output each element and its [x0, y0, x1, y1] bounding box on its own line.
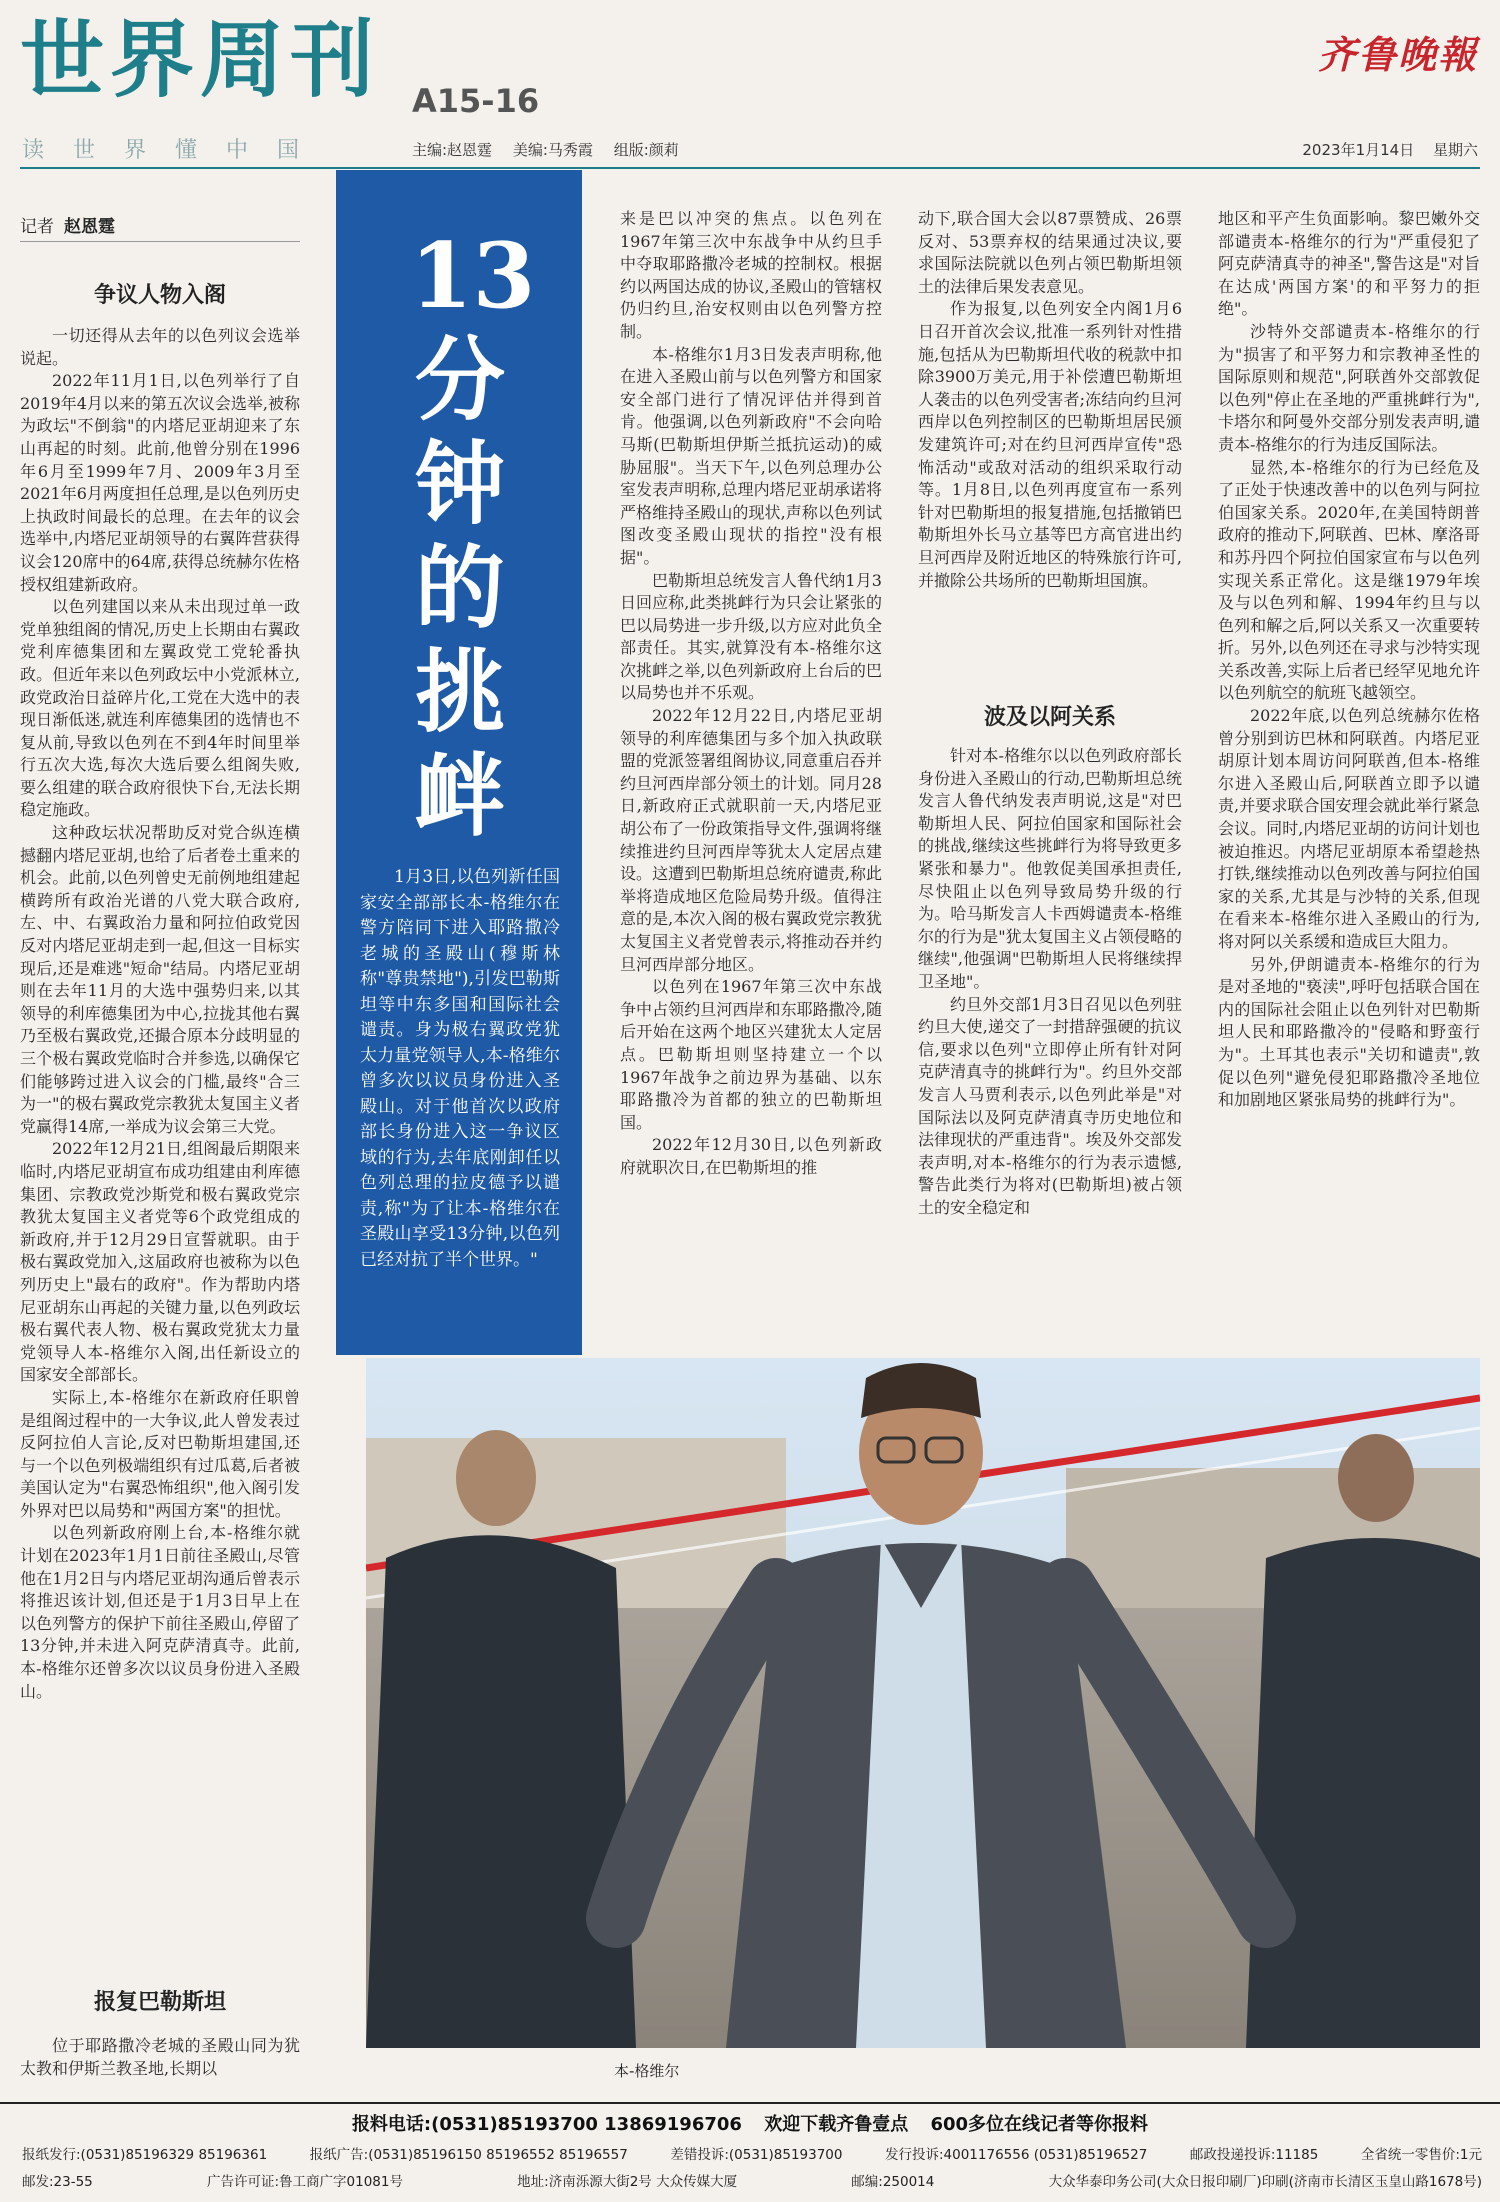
article-column-4-top	[918, 208, 1182, 592]
paragraph: 实际上,本-格维尔在新政府任职曾是组阁过程中的一大争议,此人曾发表过反阿拉伯人言论,反对巴勒斯坦建国,还与一个以色列极端组织有过瓜葛,后者被美国认定为"右翼恐怖组织",他入阁引发外界对巴以局势和"两国方案"的担忧。	[20, 1387, 300, 1520]
article-column-1-tail	[20, 2035, 300, 2080]
paragraph: 2022年12月30日,以色列新政府就职次日,在巴勒斯坦的推	[620, 1135, 882, 1177]
byline	[20, 212, 300, 242]
newspaper-logo: 齐鲁晚報	[1317, 32, 1478, 77]
paragraph: 以色列新政府刚上台,本-格维尔就计划在2023年1月1日前往圣殿山,尽管他在1月2日与内塔尼亚胡沟通后曾表示将推迟该计划,但还是于1月3日早上在以色列警方的保护下前往圣殿山,停留了13分钟,并未进入阿克萨清真寺。此前,本-格维尔还曾多次以议员身份进入圣殿山。	[20, 1523, 300, 1701]
article-column-4-bottom	[918, 745, 1182, 1219]
lead-paragraph: 1月3日,以色列新任国家安全部部长本-格维尔在警方陪同下进入耶路撒冷老城的圣殿山(穆斯林称"尊贵禁地"),引发巴勒斯坦等中东多国和国际社会谴责。身为极右翼政党犹太力量党领导人,本-格维尔曾多次以议员身份进入圣殿山。对于他首次以政府部长身份进入这一争议区域的行为,去年底刚卸任以色列总理的拉皮德予以谴责,称"为了让本-格维尔在圣殿山享受13分钟,以色列已经对抗了半个世界。"	[360, 867, 560, 1270]
editor-credit: 主编:赵恩霆	[412, 141, 493, 159]
section-heading-1: 争议人物入阁	[93, 282, 226, 308]
section-heading-2: 报复巴勒斯坦	[93, 1989, 226, 2015]
news-photo-illustration	[366, 1358, 1480, 2048]
page-code: A15-16	[412, 82, 540, 120]
paragraph: 2022年12月22日,内塔尼亚胡领导的利库德集团与多个加入执政联盟的党派签署组阁协议,同意重启吞并约旦河西岸部分领土的计划。同月28日,新政府正式就职前一天,内塔尼亚胡公布了一份政策指导文件,强调将继续推进约旦河西岸等犹太人定居点建设。这遭到巴勒斯坦总统府谴责,称此举将造成地区危险局势升级。值得注意的是,本次入阁的极右翼政党宗教犹太复国主义者党曾表示,将推动吞并约旦河西岸部分地区。	[620, 706, 882, 974]
footer-item: 邮政投递投诉:11185	[1189, 2147, 1319, 2163]
paragraph: 一切还得从去年的以色列议会选举说起。	[20, 326, 300, 368]
news-hotline	[0, 2110, 1500, 2136]
hotline-reporters: 600多位在线记者等你报料	[930, 2114, 1149, 2135]
paragraph: 以色列在1967年第三次中东战争中占领约旦河西岸和东耶路撒冷,随后开始在这两个地区兴建犹太人定居点。巴勒斯坦则坚持建立一个以1967年战争之前边界为基础、以东耶路撒冷为首都的独立的巴勒斯坦国。	[620, 977, 882, 1132]
footer-item: 报纸广告:(0531)85196150 85196552 85196557	[309, 2147, 628, 2163]
section-heading-3: 波及以阿关系	[983, 704, 1116, 730]
paragraph: 巴勒斯坦总统发言人鲁代纳1月3日回应称,此类挑衅行为只会让紧张的巴以局势进一步升级,以方应对此负全部责任。其实,就算没有本-格维尔这次挑衅之举,以色列新政府上台后的巴以局势也并不乐观。	[620, 570, 882, 703]
footer-item: 报纸发行:(0531)85196329 85196361	[22, 2147, 268, 2163]
news-photo	[366, 1358, 1480, 2048]
weekday-text: 星期六	[1432, 141, 1478, 159]
footer-item: 发行投诉:4001176556 (0531)85196527	[884, 2147, 1148, 2163]
hotline-app: 欢迎下载齐鲁壹点	[764, 2114, 909, 2135]
designer-credit: 美编:马秀霞	[512, 141, 593, 159]
paragraph: 另外,伊朗谴责本-格维尔的行为是对圣地的"亵渎",呼吁包括联合国在内的国际社会阻止以色列针对巴勒斯坦人民和耶路撒冷的"侵略和野蛮行为"。土耳其也表示"关切和谴责",敦促以色列"避免侵犯耶路撒冷圣地位和加剧地区紧张局势的挑衅行为"。	[1218, 954, 1480, 1110]
paragraph: 来是巴以冲突的焦点。以色列在1967年第三次中东战争中从约旦手中夺取耶路撒冷老城的控制权。根据约以两国达成的协议,圣殿山的管辖权仍归约旦,治安权则由以色列警方控制。	[620, 209, 882, 341]
paragraph: 地区和平产生负面影响。黎巴嫩外交部谴责本-格维尔的行为"严重侵犯了阿克萨清真寺的神圣",警告这是"对旨在达成'两国方案'的和平努力的拒绝"。	[1218, 209, 1480, 319]
byline-role: 记者	[20, 217, 54, 237]
paragraph: 作为报复,以色列安全内阁1月6日召开首次会议,批准一系列针对性措施,包括从为巴勒斯坦代收的税款中扣除3900万美元,用于补偿遭巴勒斯坦人袭击的以色列受害者;冻结向约旦河西岸以色列控制区的巴勒斯坦居民颁发建筑许可;对在约旦河西岸宣传"恐怖活动"或敌对活动的组织采取行动等。1月8日,以色列再度宣布一系列针对巴勒斯坦的报复措施,包括撤销巴勒斯坦外长马立基等巴方高官进出约旦河西岸及附近地区的特殊旅行许可,并撤除公共场所的巴勒斯坦国旗。	[918, 299, 1182, 590]
issue-date	[1288, 139, 1478, 160]
masthead-slogan: 读世界懂中国	[22, 138, 329, 163]
paragraph: 动下,联合国大会以87票赞成、26票反对、53票弃权的结果通过决议,要求国际法院就以色列占领巴勒斯坦领土的法律后果发表意见。	[918, 209, 1182, 296]
paragraph: 针对本-格维尔以以色列政府部长身份进入圣殿山的行动,巴勒斯坦总统发言人鲁代纳发表声明说,这是"对巴勒斯坦人民、阿拉伯国家和国际社会的挑战,继续这些挑衅行为将导致更多紧张和暴力"。他敦促美国承担责任,尽快阻止以色列导致局势升级的行为。哈马斯发言人卡西姆谴责本-格维尔的行为是"犹太复国主义占领侵略的继续",他强调"巴勒斯坦人民将继续捍卫圣地"。	[918, 746, 1182, 991]
footer-item: 大众华泰印务公司(大众日报印刷厂)印刷(济南市长清区玉皇山路1678号)	[1048, 2174, 1482, 2190]
footer-item: 全省统一零售价:1元	[1360, 2147, 1482, 2163]
headline: 13分钟的挑衅	[410, 223, 536, 849]
paragraph: 这种政坛状况帮助反对党合纵连横撼翻内塔尼亚胡,也给了后者卷土重来的机会。此前,以色列曾史无前例地组建起横跨所有政治光谱的八党大联合政府,左、中、右翼政治力量和阿拉伯政党因反对内塔尼亚胡走到一起,但这一目标实现后,还是难逃"短命"结局。内塔尼亚胡则在去年11月的大选中强势归来,以其领导的利库德集团为中心,拉拢其他右翼乃至极右翼政党,还撮合原本分歧明显的三个极右翼政党临时合并参选,以确保它们能够跨过进入议会的门槛,最终"合三为一"的极右翼政党宗教犹太复国主义者党赢得14席,一举成为议会第三大党。	[20, 823, 300, 1136]
paragraph: 显然,本-格维尔的行为已经危及了正处于快速改善中的以色列与阿拉伯国家关系。2020年,在美国特朗普政府的推动下,阿联酋、巴林、摩洛哥和苏丹四个阿拉伯国家宣布与以色列实现关系正常化。这是继1979年埃及与以色列和解、1994年约旦与以色列和解之后,阿以关系又一次重要转折。另外,以色列还在寻求与沙特实现关系改善,实际上后者已经罕见地允许以色列航空的航班飞越领空。	[1218, 457, 1480, 703]
paragraph: 2022年12月21日,组阁最后期限来临时,内塔尼亚胡宣布成功组建由利库德集团、宗教政党沙斯党和极右翼政党宗教犹太复国主义者党等6个政党组成的新政府,并于12月29日宣誓就职。由于极右翼政党加入,这届政府也被称为以色列历史上"最右的政府"。作为帮助内塔尼亚胡东山再起的关键力量,以色列政坛极右翼代表人物、极右翼政党犹太力量党领导人本-格维尔入阁,出任新设立的国家安全部部长。	[20, 1139, 300, 1385]
paragraph: 约旦外交部1月3日召见以色列驻约旦大使,递交了一封措辞强硬的抗议信,要求以色列"立即停止所有针对阿克萨清真寺的挑衅行为"。约旦外交部发言人马贾利表示,以色列此举是"对国际法以及阿克萨清真寺历史地位和法律现状的严重违背"。埃及外交部发表声明,对本-格维尔的行为表示遗憾,警告此类行为将对(巴勒斯坦)被占领土的安全稳定和	[918, 994, 1182, 1217]
footer-item: 邮发:23-55	[22, 2174, 93, 2190]
staff-credits	[412, 139, 695, 160]
footer-item: 广告许可证:鲁工商广字01081号	[206, 2174, 403, 2190]
masthead-rule	[20, 167, 1480, 169]
photo-caption: 本-格维尔	[614, 2062, 680, 2080]
masthead-title: 世界周刊	[20, 11, 381, 109]
paragraph: 本-格维尔1月3日发表声明称,他在进入圣殿山前与以色列警方和国家安全部门进行了情况评估并得到首肯。他强调,以色列新政府"不会向哈马斯(巴勒斯坦伊斯兰抵抗运动)的威胁屈服"。当天下午,以色列总理办公室发表声明称,总理内塔尼亚胡承诺将严格维持圣殿山的现状,声称以色列试图改变圣殿山现状的指控"没有根据"。	[620, 344, 882, 567]
article-column-5	[1218, 208, 1480, 1112]
footer-rule	[0, 2102, 1500, 2104]
proof-credit: 组版:颜莉	[613, 141, 679, 159]
paragraph: 2022年底,以色列总统赫尔佐格曾分别到访巴林和阿联酋。内塔尼亚胡原计划本周访问阿联酋,但本-格维尔进入圣殿山后,阿联酋立即予以谴责,并要求联合国安理会就此举行紧急会议。同时,内塔尼亚胡的访问计划也被迫推迟。内塔尼亚胡原本希望趁热打铁,继续推动以色列改善与阿拉伯国家的关系,尤其是与沙特的关系,但现在看来本-格维尔进入圣殿山的行为,将对阿以关系缓和造成巨大阻力。	[1218, 706, 1480, 951]
footer-item: 差错投诉:(0531)85193700	[670, 2147, 843, 2163]
paragraph: 2022年11月1日,以色列举行了自2019年4月以来的第五次议会选举,被称为政坛"不倒翁"的内塔尼亚胡迎来了东山再起的时刻。此前,他曾分别在1996年6月至1999年7月、2009年3月至2021年6月两度担任总理,是以色列历史上执政时间最长的总理。在去年的议会选举中,内塔尼亚胡领导的右翼阵营获得议会120席中的64席,获得总统赫尔佐格授权组建新政府。	[20, 371, 300, 594]
hotline-phone: 报料电话:(0531)85193700 13869196706	[351, 2114, 742, 2135]
footer-contacts-row	[22, 2143, 1482, 2163]
article-column-1	[20, 325, 300, 1703]
footer-item: 邮编:250014	[851, 2174, 935, 2190]
date-text: 2023年1月14日	[1302, 141, 1415, 159]
article-column-3	[620, 208, 882, 1180]
footer-item: 地址:济南泺源大街2号 大众传媒大厦	[517, 2174, 738, 2190]
footer-publisher-row	[22, 2170, 1482, 2190]
paragraph: 沙特外交部谴责本-格维尔的行为"损害了和平努力和宗教神圣性的国际原则和规范",阿联酋外交部敦促以色列"停止在圣地的严重挑衅行为",卡塔尔和阿曼外交部分别发表声明,谴责本-格维尔的行为违反国际法。	[1218, 321, 1480, 454]
paragraph: 位于耶路撒冷老城的圣殿山同为犹太教和伊斯兰教圣地,长期以	[20, 2036, 300, 2078]
byline-name: 赵恩霆	[64, 217, 115, 237]
paragraph: 以色列建国以来从未出现过单一政党单独组阁的情况,历史上长期由右翼政党利库德集团和左翼政党工党轮番执政。但近年来以色列政坛中小党派林立,政党政治日益碎片化,工党在大选中的表现日渐低迷,就连利库德集团的选情也不复从前,导致以色列在不到4年时间里举行五次大选,每次大选后要么组阁失败,要么组建的联合政府很快下台,无法长期稳定施政。	[20, 597, 300, 820]
